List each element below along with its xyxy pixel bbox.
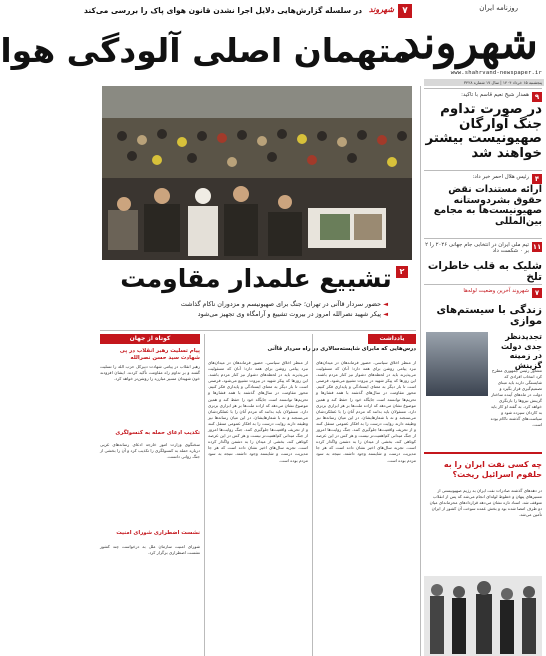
lead-subline-2 [198,310,388,318]
archive-photo [424,576,542,656]
right-news-item[interactable] [424,88,542,166]
news-page-badge: ۷ [532,288,542,298]
column-divider [420,86,421,656]
right-news-item[interactable] [424,238,542,282]
logo-text: شهروند [399,18,538,69]
brand-mark: شهروند [368,5,394,14]
news-page-badge: ۴ [532,174,542,184]
middle-article-col-1: از منظر اخلاق سیاسی، حضور فرماندهان در میدان‌های نبرد پیامی روشن برای همه دارد؛ آنان که مسئولیت می‌پذیرند باید در لحظه‌های دشوار نیز کنار مردم باشند. این روزها که پیکر شهید در بیروت تشییع می‌شود، فرصتی است تا بار دیگر به معنای ایستادگی و پایداری فکر کنیم. محور مقاومت در سال‌های گذشته با همه فشارها و تحریم‌ها توانسته است جایگاه خود را حفظ کند و همین موضوع نشان می‌دهد که اراده ملت‌ها بر هر ابزاری برتری دارد. مسئولان باید بدانند که مردم آنان را با عملکردشان می‌سنجند و نه با شعارهایشان. در این میان رسانه‌ها نیز وظیفه دارند روایت درست را به افکار عمومی منتقل کنند و از تحریف واقعیت‌ها جلوگیری کنند. جنگ روایت‌ها امروز از جنگ میدانی کم‌اهمیت‌تر نیست و هر کس در این عرصه کوتاهی کند، بخشی از میدان را به دشمن واگذار کرده است. تجربه سال‌های اخیر نشان داده است که هر جا مدیریت درست و شایسته وجود داشته، نتیجه به سود مردم بوده است. [316,360,416,463]
kicker-text: در سلسله گزارش‌هایی دلایل اجرا نشدن قانون هوای پاک را بررسی می‌کند [84,6,362,15]
left-article-body: رهبر انقلاب در پیامی شهادت دبیرکل حزب الله را تسلیت گفتند و بر تداوم راه مقاومت تأکید کردند. ایشان افزودند خون شهیدان مسیر مبارزه را روشن‌تر خواهد کرد. [100,364,200,382]
news-kicker: همدار شیخ نعیم قاسم با تاکید: [461,92,529,98]
dateline: پنجشنبه ۱۵ خرداد ۱۴۰۴ | سال ۱۷ شماره ۳۴۲۸ [424,79,544,86]
news-page-badge: ۱۱ [532,243,542,251]
lead-subline-1-text: حضور سردار قاآنی در تهران؛ جنگ برای صهیونیسم و مزدوران ناکام گذاشت [180,300,382,308]
section-label: یادداشت [368,334,416,344]
bullet-icon: ◄ [381,310,388,318]
lead-page-badge: ۲ [396,266,408,278]
middle-article-col-2: از منظر اخلاق سیاسی، حضور فرماندهان در میدان‌های نبرد پیامی روشن برای همه دارد؛ آنان که مسئولیت می‌پذیرند باید در لحظه‌های دشوار نیز کنار مردم باشند. این روزها که پیکر شهید در بیروت تشییع می‌شود، فرصتی است تا بار دیگر به معنای ایستادگی و پایداری فکر کنیم. محور مقاومت در سال‌های گذشته با همه فشارها و تحریم‌ها توانسته است جایگاه خود را حفظ کند و همین موضوع نشان می‌دهد که اراده ملت‌ها بر هر ابزاری برتری دارد. مسئولان باید بدانند که مردم آنان را با عملکردشان می‌سنجند و نه با شعارهایشان. در این میان رسانه‌ها نیز وظیفه دارند روایت درست را به افکار عمومی منتقل کنند و از تحریف واقعیت‌ها جلوگیری کنند. جنگ روایت‌ها امروز از جنگ میدانی کم‌اهمیت‌تر نیست و هر کس در این عرصه کوتاهی کند، بخشی از میدان را به دشمن واگذار کرده است. تجربه سال‌های اخیر نشان داده است که هر جا مدیریت درست و شایسته وجود داشته، نتیجه به سود مردم بوده است. [208,360,308,463]
funeral-crowd-photo [102,86,412,260]
feature-title[interactable]: چه کسی نفت ایران را به حلقوم اسرائیل ریخت؟ [443,460,542,480]
right-news-item[interactable] [424,170,542,236]
news-title[interactable]: زندگی با سیستم‌های موازی [436,304,542,328]
masthead-tagline: روزنامه ایران [479,4,518,12]
website-url[interactable]: www.shahrvand-newspaper.ir [450,70,542,76]
official-portrait-photo [426,332,488,396]
column-divider [312,334,313,656]
left-article-title[interactable]: پیام تسلیت رهبر انقلاب در پی شهادت سید حسن نصرالله [119,348,200,361]
left-article-title[interactable]: تکذیب ادعای حمله به کنسولگری [115,430,200,436]
interview-body: مشاور رئیس جمهوری مطرح کرد انتخاب افرادی که شایستگی دارند باید مبنای تصمیم‌گیری قرار بگیرد و دولت در ماه‌های آینده ساختار گزینش نیروها را بازنگری خواهد کرد. به گفته او کار باید به کاردان سپرده شود و سیاست‌های گذشته ناکام بوده است. [490,368,542,427]
masthead [399,0,546,86]
left-article-body: سخنگوی وزارت امور خارجه ادعای رسانه‌های غربی درباره حمله به کنسولگری را تکذیب کرد و آن را بخشی از جنگ روانی دانست. [100,442,200,460]
lead-subline-2-text: پیکر شهید نصرالله امروز در بیروت تشییع و آرامگاه وی تجهیز می‌شود [197,310,382,318]
lead-story [102,262,412,328]
interview-caption[interactable]: تجدیدنظر جدی دولت در زمینه گزینش [500,332,542,370]
page-number-badge: ۷ [398,4,412,18]
section-divider [100,330,416,331]
newspaper-logo [399,12,540,70]
column-divider [204,334,205,656]
news-kicker: شهروند آخرین وضعیت لوله‌ها [463,288,529,294]
interview-box [424,330,542,428]
section-label: کوتاه از جهان [100,334,200,344]
feature-body: در دهه‌های گذشته صادرات نفت ایران به رژیم صهیونیستی از مسیرهای پنهان و خطوط لوله‌ای انجام می‌شد که پس از انقلاب متوقف شد. اسناد تازه نشان می‌دهد قراردادهای محرمانه‌ای میان دو طرف امضا شده بود و بخش عمده سوخت آن کشور از ایران تأمین می‌شد. [429,488,542,517]
lead-subline-1 [181,300,388,308]
top-story-kicker [84,4,412,20]
right-news-item[interactable] [424,284,542,328]
main-headline[interactable]: متهمان اصلی آلودگی هوا [0,31,412,70]
middle-article-title[interactable]: درس‌هایی که مابرای شایسته‌سالاری در راه سردار قاآنی [267,346,416,352]
left-article-body: شورای امنیت سازمان ملل به درخواست چند کشور نشست اضطراری برگزار کرد. [100,544,200,556]
news-title[interactable]: ارائه مستندات نقض حقوق بشردوستانه صهیونیست‌ها به مجامع بین‌المللی [433,184,542,227]
lead-headline[interactable]: تشییع علمدار مقاومت [120,264,392,293]
news-kicker: رئیس هلال احمر خبر داد: [472,174,529,180]
news-title[interactable]: در صورت تداوم جنگ آوارگان صهیونیست بیشتر خواهند شد [425,102,542,162]
news-title[interactable]: شلیک به قلب خاطرات تلخ [427,260,542,284]
news-kicker: تیم ملی ایران در انتخابی جام جهانی ۲۰۲۶ را ۲ بر ۰ شکست داد [425,242,529,255]
left-article-title[interactable]: نشست اضطراری شورای امنیت [116,530,200,536]
bullet-icon: ◄ [381,300,388,308]
feature-box [424,452,542,656]
news-page-badge: ۹ [532,92,542,102]
